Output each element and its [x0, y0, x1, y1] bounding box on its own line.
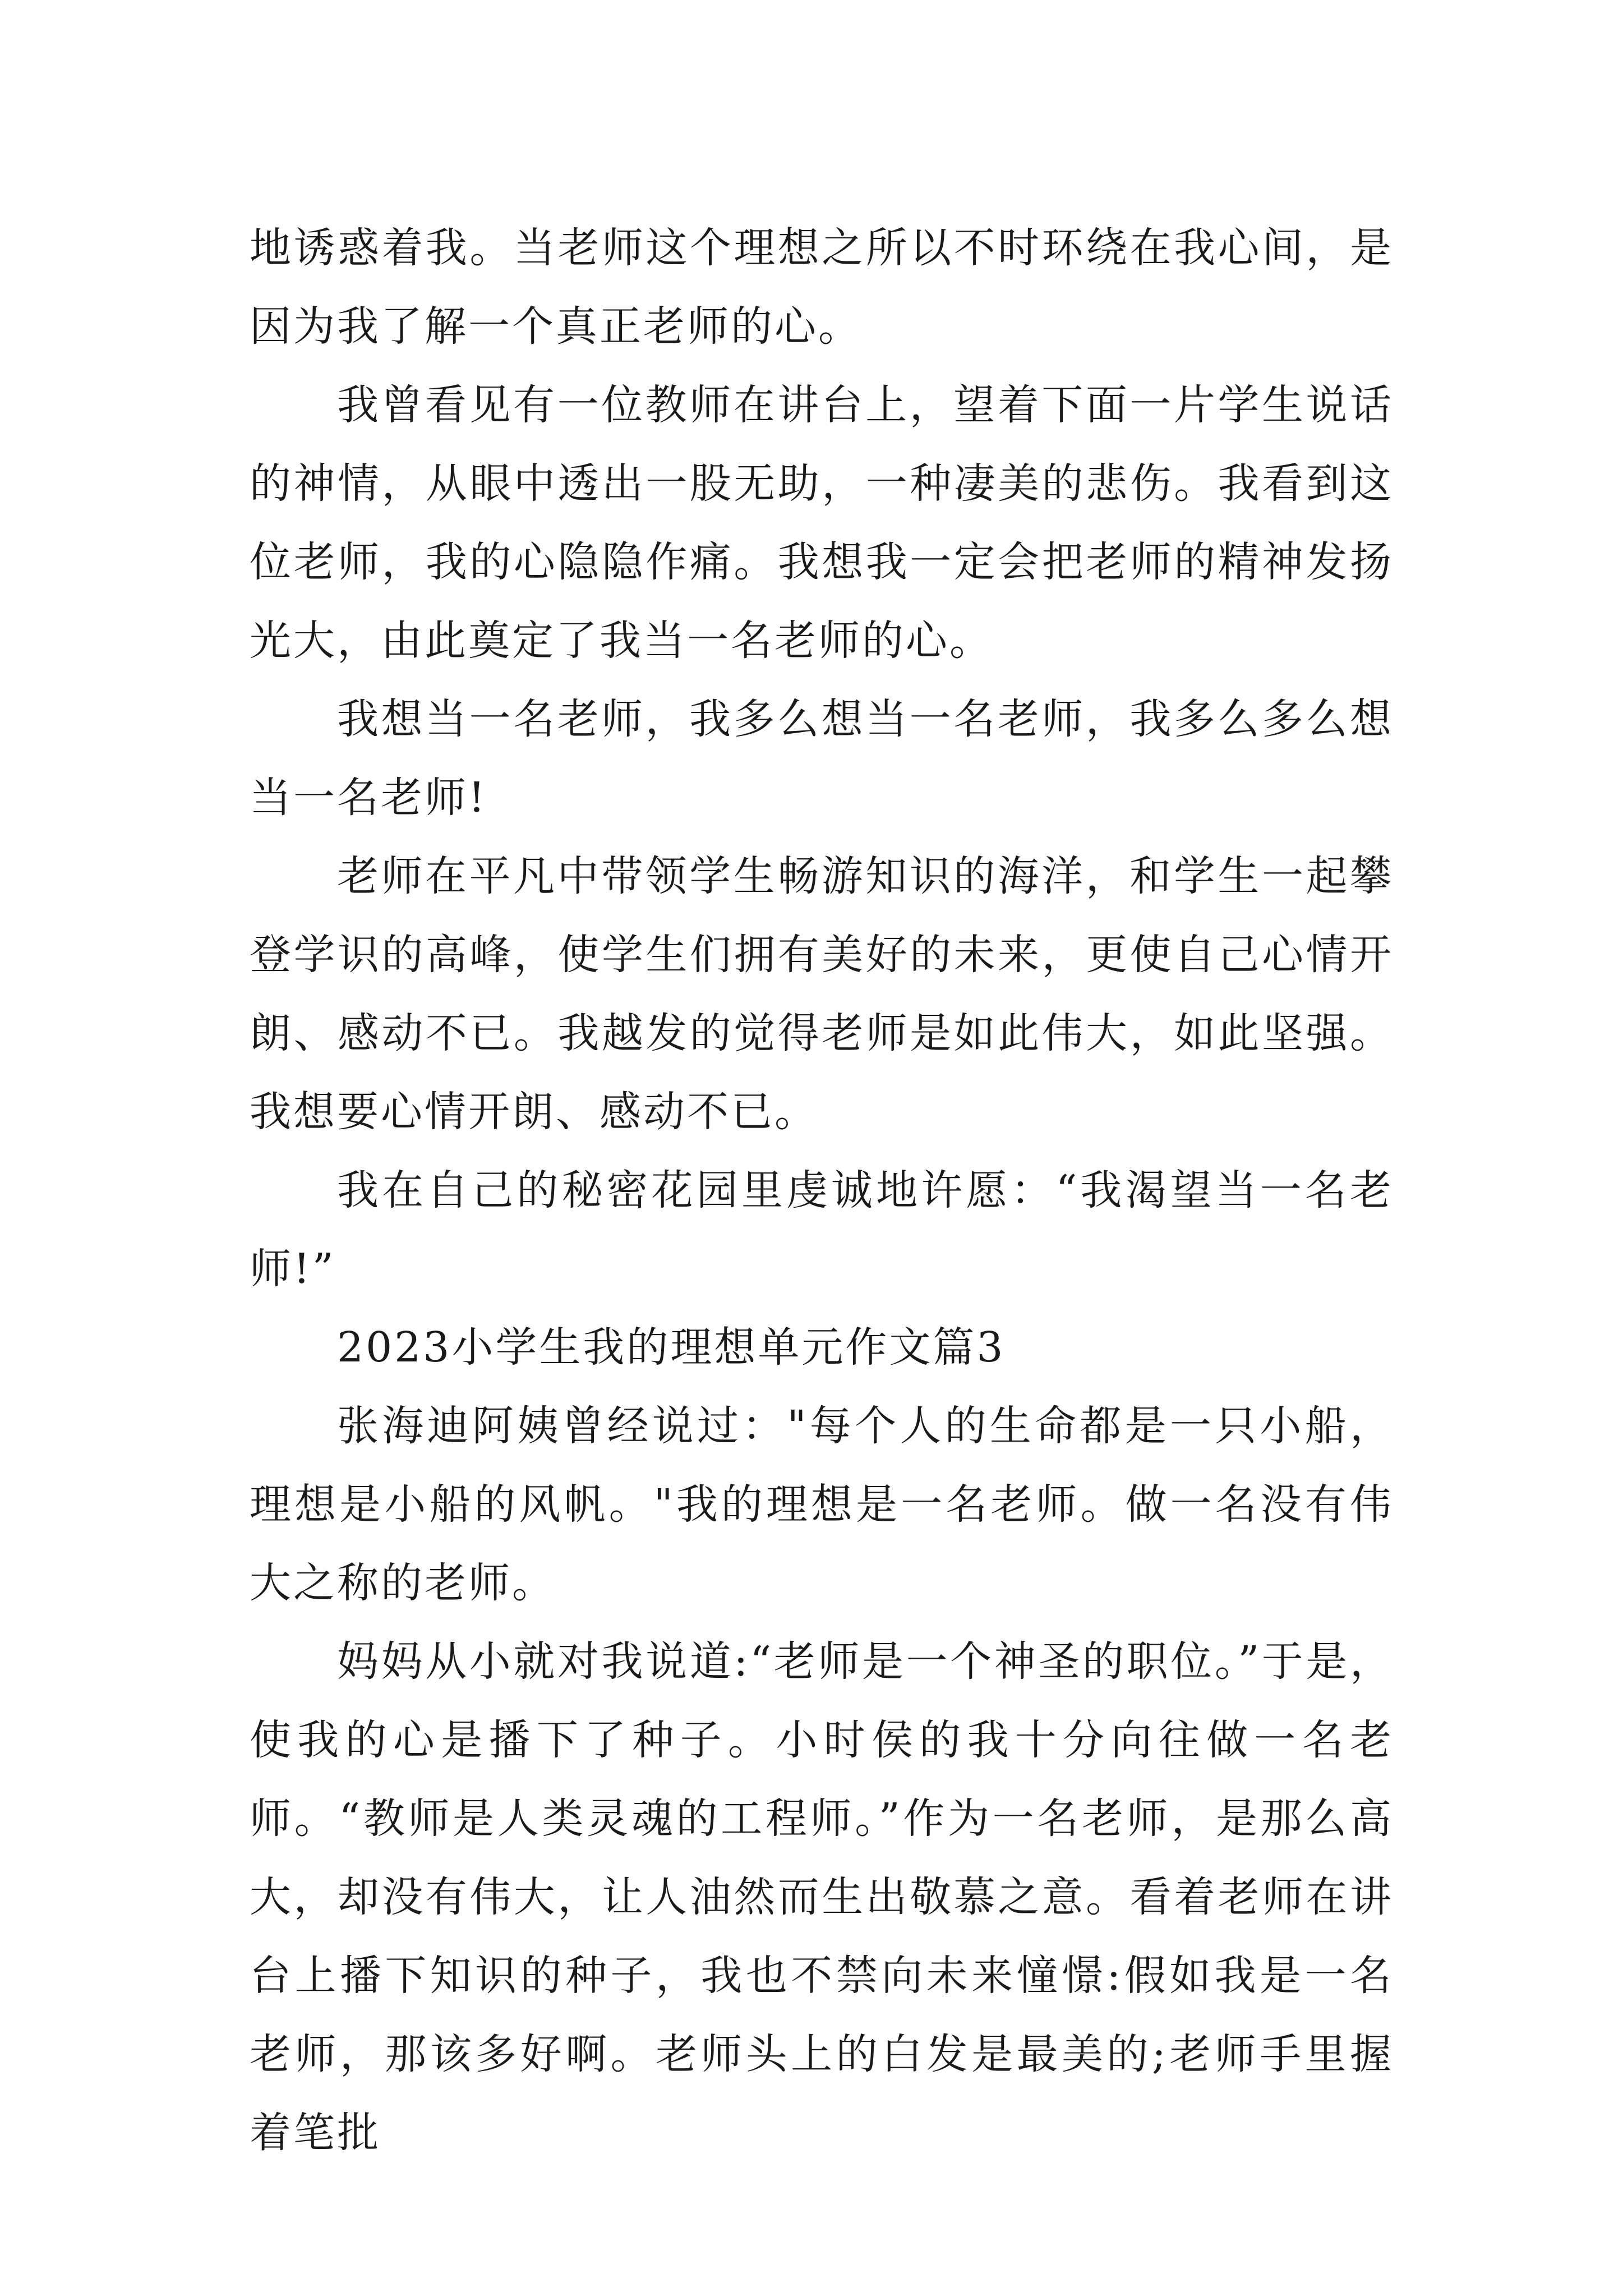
paragraph-wish-teacher: 我想当一名老师，我多么想当一名老师，我多么多么想当一名老师! — [250, 695, 1394, 822]
essay-heading: 2023小学生我的理想单元作文篇3 — [337, 1323, 1006, 1372]
paragraph-teacher-podium: 我曾看见有一位教师在讲台上，望着下面一片学生说话的神情，从眼中透出一股无助，一种凄美的悲伤。我看到这位老师，我的心隐隐作痛。我想我一定会把老师的精神发扬光大，由此奠定了我当一名老师的心。 — [250, 381, 1394, 665]
paragraph-continuation: 地诱惑着我。当老师这个理想之所以不时环绕在我心间，是因为我了解一个真正老师的心。 — [250, 224, 1394, 351]
document-body — [250, 209, 1394, 2172]
paragraph-knowledge-ocean: 老师在平凡中带领学生畅游知识的海洋，和学生一起攀登学识的高峰，使学生们拥有美好的未来，更使自己心情开朗、感动不已。我越发的觉得老师是如此伟大，如此坚强。我想要心情开朗、感动不已。 — [250, 852, 1394, 1136]
paragraph-mother-said: 妈妈从小就对我说道:“老师是一个神圣的职位。”于是，使我的心是播下了种子。小时侯的我十分向往做一名老师。“教师是人类灵魂的工程师。”作为一名老师，是那么高大，却没有伟大，让人油然而生出敬慕之意。看着老师在讲台上播下知识的种子，我也不禁向未来憧憬:假如我是一名老师，那该多好啊。老师头上的白发是最美的;老师手里握着笔批 — [250, 1637, 1394, 2157]
paragraph-zhang-haidi: 张海迪阿姨曾经说过："每个人的生命都是一只小船，理想是小船的风帆。"我的理想是一名老师。做一名没有伟大之称的老师。 — [250, 1402, 1394, 1607]
paragraph-secret-garden: 我在自己的秘密花园里虔诚地许愿：“我渴望当一名老师!” — [250, 1166, 1394, 1293]
